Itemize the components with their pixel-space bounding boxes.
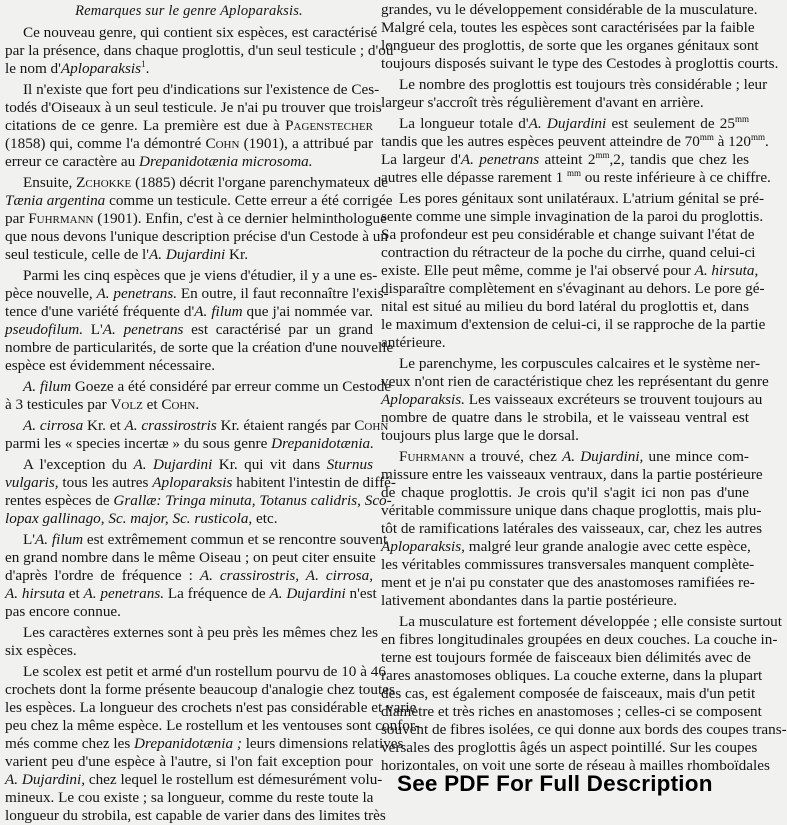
text-run: des cas, est également composée de faisceaux, mais d'un petit [381,685,756,702]
superscript: mm [734,114,749,124]
text-run: existe. Elle peut même, comme je l'ai observé pour [381,262,695,279]
italic-text: pseudofilum. [5,321,84,338]
superscript: 1 [141,59,146,69]
text-run: Le scolex est petit et armé d'un rostellum pourvu de 10 à 46 [23,663,386,680]
text-run: Les pores génitaux sont unilatéraux. L'atrium génital se pré- [399,190,765,207]
paragraph [5,531,388,621]
text-line [5,42,394,60]
text-run: que j'ai nommée var. [242,303,374,320]
text-line [381,373,769,391]
text-run: Sa profondeur est peu considérable et change suivant l'état de [381,226,755,243]
italic-text: A. Dujardini [269,585,346,602]
author-name: Fuhrmann [28,210,94,227]
text-line [381,1,758,19]
italic-text: A. penetrans [102,321,184,338]
text-line [381,703,762,721]
text-run: lativement abondantes dans la partie postérieure. [381,592,678,609]
text-line [5,303,373,321]
text-run: horizontales, on voit une sorte de réseau à mailles rhomboïdales [381,757,770,774]
text-run: Ensuite, [23,174,77,191]
superscript: mm [750,132,765,142]
text-line [5,117,373,135]
text-line [5,81,380,99]
text-line [5,192,393,210]
text-line [381,168,771,187]
paragraph [5,267,394,375]
text-run: en grand nombre dans le même Oiseau ; on peut citer ensuite [5,549,376,566]
text-run: erreur ce caractère au [5,153,140,170]
paragraph [5,663,420,825]
text-line [5,60,373,78]
text-run: crochets dont la forme présente beaucoup d'analogie chez toutes [5,681,395,698]
text-line [381,76,768,94]
section-title: Remarques sur le genre Aploparaksis. [75,3,303,19]
text-run: Parmi les cinq espèces que je viens d'étudier, il y a une es- [23,267,378,284]
text-run: grandes, vu le développement considérable de la musculature. [381,1,758,18]
author-name: Cohn [205,135,240,152]
text-line [381,316,766,334]
text-line [5,510,373,528]
paragraph [5,174,393,264]
text-run: citations de ce genre. La première est due à [5,117,286,134]
italic-text: A. Dujardini, [5,771,86,788]
paragraph [381,76,768,112]
text-line [5,267,378,285]
text-line [5,531,388,549]
see-pdf-notice: See PDF For Full Description [397,771,713,796]
text-line [381,262,759,280]
text-run: le nom d' [5,60,61,77]
text-line [381,115,749,133]
text-run: En outre, il faut reconnaître l'exis- [177,285,389,302]
text-line [5,228,388,246]
text-line [5,717,420,735]
text-line [5,642,373,660]
text-run: par [5,210,29,227]
italic-text: Sturnus [326,456,373,473]
text-run: L' [23,531,36,548]
italic-text: A. filum [23,378,72,395]
text-run: le maximum d'extension de celui-ci, il se rapproche de la partie [381,316,766,333]
italic-text: lopax gallinago, Sc. major, Sc. rusticola, [5,510,253,527]
italic-text: A. penetrans. [96,285,178,302]
text-run: Kr. [225,246,249,263]
text-run: varient peu d'une espèce à l'autre, si l'on fait exception pour [5,753,373,770]
text-run: tandis que les autres espèces peuvent atteindre de 70 [381,133,700,150]
text-run: més comme chez les [5,735,135,752]
paragraph [5,417,389,453]
text-line [381,484,749,502]
text-line [5,474,396,492]
text-run: Goeze a été considéré par erreur comme un Cestode [71,378,392,395]
text-line [5,492,392,510]
text-run: les véritables commissures transversales manquent complète- [381,556,755,573]
italic-text: A. crassirostris [124,417,217,434]
text-line [381,334,749,352]
text-run: disparaître complètement en s'évaginant au dehors. Le pore gé- [381,280,765,297]
text-line [381,667,763,685]
text-run: les espèces. La longueur des crochets n'est pas considérable et varie [5,699,417,716]
text-run: leurs dimensions relatives [241,735,404,752]
paragraph [381,1,779,73]
text-line [381,631,778,649]
text-line [5,699,417,717]
text-line [5,210,387,228]
text-run: largeur s'accroît très régulièrement d'avant en arrière. [381,94,704,111]
text-run: Kr. étaient rangés par [216,417,355,434]
text-run: . [195,396,200,413]
text-run: Il n'existe que fort peu d'indications sur l'existence de Ces- [23,81,380,98]
italic-text: A. penetrans. [83,585,165,602]
paragraph [381,355,769,445]
text-line [381,739,758,757]
italic-text: Aploparaksis [152,474,233,491]
text-line [5,396,373,414]
text-run: nombre de particularités, de sorte que la création d'une nouvelle [5,339,394,356]
text-line [5,357,373,375]
text-run: pèce nouvelle, [5,285,97,302]
author-name: Fuhrmann [399,448,465,465]
paragraph [5,378,392,414]
author-name: Pagenstecher [285,117,373,134]
text-run: six espèces. [5,642,77,659]
text-run: L' [83,321,103,338]
text-run: et [64,585,84,602]
text-run: Le parenchyme, les corpuscules calcaires et le système ner- [399,355,761,372]
text-line [5,681,395,699]
right-paragraphs [381,1,787,775]
italic-text: A. crassirostris, A. cirrosa, [199,567,373,584]
right-column [381,1,787,775]
text-run: atteint 2 [539,151,596,168]
text-line [381,355,761,373]
text-line [381,244,756,262]
text-line [5,771,383,789]
text-line [5,285,389,303]
text-run: nombre de quatre dans le strobila, et le vaisseau ventral est [381,409,749,426]
text-line [381,649,749,667]
text-run: versales des proglottis âgés un aspect pointillé. Sur les coupes [381,739,758,756]
text-line [381,298,749,316]
text-run: tence d'une variété fréquente d' [5,303,195,320]
text-line [381,132,769,151]
italic-text: A. Dujardini [149,246,226,263]
text-run: ment et je n'ai pu constater que des anastomoses ramifiées re- [381,574,755,591]
text-run: seul testicule, celle de l' [5,246,150,263]
text-line [5,417,389,435]
text-line [5,339,394,357]
text-run: à 120 [713,133,751,150]
text-line [5,321,373,339]
text-run: (1858) qui, comme l'a démontré [5,135,206,152]
text-run: toujours disposés suivant le type des Cestodes à proglottis courts. [381,55,779,72]
text-run: malgré leur grande analogie avec cette espèce, [464,538,751,555]
text-run: etc. [252,510,278,527]
text-run: que nous devons l'unique description précise d'un Cestode à un [5,228,388,245]
author-name: Zchokke [76,174,132,191]
italic-text: A. filum [35,531,84,548]
text-line [381,613,782,631]
text-run: tôt de ramifications latérales des vaisseaux, car, chez les autres [381,520,763,537]
text-run: toujours plus large que le dorsal. [381,427,579,444]
text-run: antérieure. [381,334,446,351]
text-run: longueur des proglottis, de sorte que les organes génitaux sont [381,37,759,54]
text-run: todés d'Oiseaux à un seul testicule. Je n'ai pu trouver que trois [5,99,382,116]
paragraph [381,114,771,187]
text-run: véritable commissure unique dans chaque proglottis, mais plu- [381,502,762,519]
text-run: rares anastomoses obliques. La couche externe, dans la plupart [381,667,763,684]
italic-text: A. hirsuta [5,585,65,602]
text-run: diamètre et très riches en anastomoses ; celles-ci se composent [381,703,762,720]
superscript: mm [595,150,610,160]
text-line [5,135,373,153]
author-name: Volz [110,396,143,413]
text-run: est extrêmement commun et se rencontre souvent [83,531,388,548]
text-line [5,603,373,621]
text-line [381,208,764,226]
paragraph [5,624,379,660]
text-run: d'après l'ordre de fréquence : [5,567,200,584]
text-line [381,685,756,703]
text-run: comme un testicule. Cette erreur a été corrigée [105,192,393,209]
text-run: La largeur d' [381,151,461,168]
italic-text: Drepanidotænia ; [134,735,242,752]
text-line [381,427,749,445]
text-line [5,153,373,171]
italic-text: A. cirrosa [23,417,84,434]
italic-text: Aploparaksis. [381,391,465,408]
text-line [381,19,755,37]
text-line [381,592,749,610]
italic-text: A. Dujardini, [561,448,644,465]
italic-text: A. Dujardini [528,115,607,132]
text-run: en fibres longitudinales groupées en deux couches. La couche in- [381,631,778,648]
text-run: pas encore connue. [5,603,121,620]
text-run: peu chez la même espèce. Le rostellum et les ventouses sont confor- [5,717,420,734]
text-run: par la présence, dans chaque proglottis, d'un seul testicule ; d'où [5,42,394,59]
text-line [5,99,382,117]
text-line [381,574,755,592]
text-line [381,226,755,244]
text-run: est seulement de 25 [606,115,735,132]
text-run: Le nombre des proglottis est toujours très considérable ; leur [399,76,768,93]
italic-text: Aploparaksis, [381,538,465,555]
text-line [381,55,779,73]
text-run: ou reste inférieure à ce chiffre. [580,169,771,186]
text-run: Kr. et [83,417,125,434]
paragraph [381,448,763,610]
text-line [5,789,373,807]
paragraph [381,613,787,775]
text-line [381,538,749,556]
text-line [381,391,763,409]
italic-text: Tænia argentina [5,192,106,209]
text-run: A l'exception du [23,456,134,473]
text-line [5,624,379,642]
text-run: (1901), a attribué par [239,135,373,152]
text-run: chez lequel le rostellum est démesurément volu- [85,771,383,788]
text-run: Kr. qui vit dans [212,456,327,473]
text-line [381,190,765,208]
author-name: Cohn [354,417,389,434]
text-run: nital est situé au milieu du bord latéral du proglottis et, dans [381,298,749,315]
text-line [5,24,378,42]
text-line [381,502,762,520]
text-run: ,2, tandis que chez les [609,151,749,168]
text-run: mineux. Le cou existe ; sa longueur, comme du reste toute la [5,789,374,806]
text-run: (1901). Enfin, c'est à ce dernier helminthologue [93,210,387,227]
text-run: (1885) décrit l'organe parenchymateux de [131,174,389,191]
text-run: souvent de fibres isolées, ce qui donne aux bords des coupes trans- [381,721,787,738]
paragraph [5,24,394,78]
text-run: La longueur totale d' [399,115,529,132]
text-line [5,378,392,396]
text-line [381,520,763,538]
text-run: veux n'ont rien de caractéristique chez les représentant du genre [381,373,769,390]
italic-text: Drepanidotænia microsoma. [139,153,313,170]
text-line [5,753,373,771]
text-line [5,585,377,603]
paragraph [5,81,382,171]
text-line [5,567,373,585]
italic-text: vulgaris, [5,474,59,491]
italic-text: Aploparaksis [60,60,142,77]
paragraph [5,456,396,528]
text-line [381,721,787,739]
italic-text: A. filum [194,303,243,320]
text-line [381,37,759,55]
text-run: de chaque proglottis. Je crois qu'il s'agit ici non pas d'une [381,484,749,501]
text-run: parmi les « species incertæ » du sous genre [5,435,272,452]
text-line [5,663,386,681]
text-run: une mince com- [643,448,749,465]
text-run: rentes espèces de [5,492,114,509]
text-line [381,280,765,298]
text-line [5,435,373,453]
text-run: est caractérisé par un grand [183,321,373,338]
paragraph [381,190,766,352]
italic-text: A. penetrans [460,151,540,168]
text-run: sente comme une simple invagination de la paroi du proglottis. [381,208,764,225]
text-run: . [145,60,150,77]
text-run: La fréquence de [164,585,270,602]
text-run: n'est [345,585,377,602]
text-run: autres elle dépasse rarement 1 [381,169,567,186]
italic-text: A. Dujardini [133,456,213,473]
text-line [381,94,749,112]
text-run: habitent l'intestin de diffé- [232,474,396,491]
text-line [5,735,404,753]
text-run: Ce nouveau genre, qui contient six espèces, est caractérisé [23,24,378,41]
text-line [381,466,763,484]
text-run: tous les autres [58,474,153,491]
text-run: missure entre les vaisseaux ventraux, dans la partie postérieure [381,466,763,483]
text-line [381,151,749,169]
italic-text: Drepanidotænia. [271,435,374,452]
text-run: longueur du strobila, est capable de varier dans des limites très [5,807,386,824]
italic-text: Grallæ: Tringa minuta, Totanus calidris, Sco- [113,492,392,509]
text-run: Malgré cela, toutes les espèces sont caractérisées par la faible [381,19,755,36]
text-line [5,807,386,825]
text-run: contraction du rétracteur de la poche du cirrhe, quand celui-ci [381,244,756,261]
text-line [381,448,749,466]
text-line [381,409,749,427]
superscript: mm [566,168,581,178]
text-run: terne est toujours formée de faisceaux bien délimités avec de [381,649,751,666]
text-run: a trouvé, chez [464,448,562,465]
superscript: mm [699,132,714,142]
text-line [381,556,755,574]
text-line [5,246,373,264]
text-run: à 3 testicules par [5,396,111,413]
text-run: . [764,133,769,150]
text-line [5,549,376,567]
italic-text: A. hirsuta, [694,262,759,279]
text-run: La musculature est fortement développée ; elle consiste surtout [399,613,782,630]
text-run: Les vaisseaux excréteurs se trouvent toujours au [464,391,763,408]
author-name: Cohn [161,396,196,413]
text-run: Les caractères externes sont à peu près les mêmes chez les [23,624,379,641]
text-line [5,456,373,474]
text-run: et [142,396,162,413]
text-line [5,174,389,192]
text-run: espèce est évidemment nécessaire. [5,357,215,374]
